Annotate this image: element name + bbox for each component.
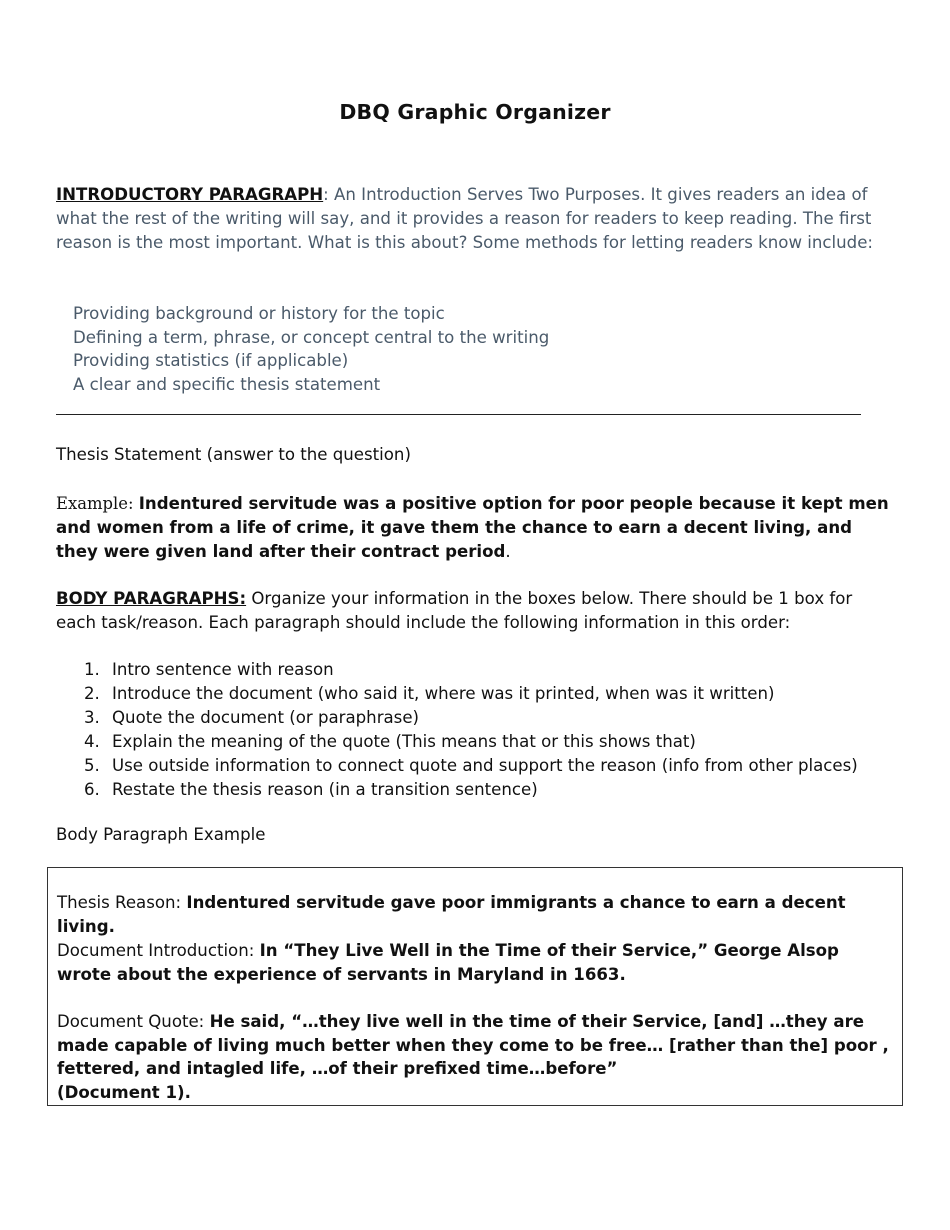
step-text: Use outside information to connect quote and support the reason (info from other places) [112, 755, 858, 775]
thesis-statement-label: Thesis Statement (answer to the question) [56, 445, 411, 464]
document-quote-text: He said, “…they live well in the time of their Service, [and] …they are made capable of living much better when they come to be free… [rather than the] poor , fettered, and intagled life, …of their prefixed time…before” [57, 1012, 889, 1078]
thesis-reason-label: Thesis Reason: [57, 893, 187, 912]
document-quote-label: Document Quote: [57, 1012, 210, 1031]
intro-text: : An Introduction Serves Two Purposes. It gives readers an idea of what the rest of the writing will say, and it provides a reason for readers to keep reading. The first reason is the most important. What is this about? Some methods for letting readers know include: [56, 185, 873, 252]
document-introduction-label: Document Introduction: [57, 941, 260, 960]
body-text: Organize your information in the boxes below. There should be 1 box for each task/reason. Each paragraph should include the following information in this order: [56, 589, 853, 632]
step-number: 4. [84, 731, 100, 751]
step-number: 5. [84, 755, 100, 775]
intro-methods-list [73, 302, 549, 397]
thesis-reason-text: Indentured servitude gave poor immigrants a chance to earn a decent living. [57, 893, 846, 936]
list-item [56, 682, 858, 706]
step-number: 3. [84, 707, 100, 727]
step-number: 2. [84, 683, 100, 703]
step-text: Quote the document (or paraphrase) [112, 707, 420, 727]
intro-paragraph [56, 183, 886, 255]
list-item [56, 778, 858, 802]
list-item: Providing statistics (if applicable) [73, 351, 349, 371]
thesis-example [56, 492, 896, 564]
example-box [47, 867, 903, 1106]
step-text: Restate the thesis reason (in a transition sentence) [112, 779, 538, 799]
list-item [56, 754, 858, 778]
step-text: Explain the meaning of the quote (This means that or this shows that) [112, 731, 696, 751]
step-number: 1. [84, 660, 100, 679]
step-number: 6. [84, 779, 100, 799]
divider [56, 414, 861, 415]
body-paragraphs-intro [56, 587, 886, 635]
list-item [56, 658, 858, 682]
thesis-reason-row [57, 891, 897, 938]
intro-heading: INTRODUCTORY PARAGRAPH [56, 185, 324, 204]
document-introduction-text: In “They Live Well in the Time of their Service,” George Alsop wrote about the experience of servants in Maryland in 1663. [57, 941, 839, 984]
example-end: . [505, 542, 511, 561]
list-item [56, 730, 858, 754]
body-paragraph-example-label: Body Paragraph Example [56, 825, 266, 844]
document-quote-row [57, 1010, 897, 1104]
list-item [56, 706, 858, 730]
example-text: Indentured servitude was a positive option for poor people because it kept men and women from a life of crime, it gave them the chance to earn a decent living, and they were given land after their contract period [56, 494, 889, 561]
step-text: Introduce the document (who said it, where was it printed, when was it written) [112, 683, 775, 703]
example-label: Example: [56, 494, 139, 513]
list-item: Defining a term, phrase, or concept central to the writing [73, 327, 550, 347]
page-title: DBQ Graphic Organizer [339, 100, 611, 124]
steps-list [56, 658, 858, 801]
step-text: Intro sentence with reason [112, 660, 334, 679]
list-item: Providing background or history for the topic [73, 304, 445, 323]
document-introduction-row [57, 939, 897, 986]
list-item: A clear and specific thesis statement [73, 375, 381, 395]
body-heading: BODY PARAGRAPHS: [56, 589, 247, 608]
document-citation: (Document 1). [57, 1082, 191, 1102]
